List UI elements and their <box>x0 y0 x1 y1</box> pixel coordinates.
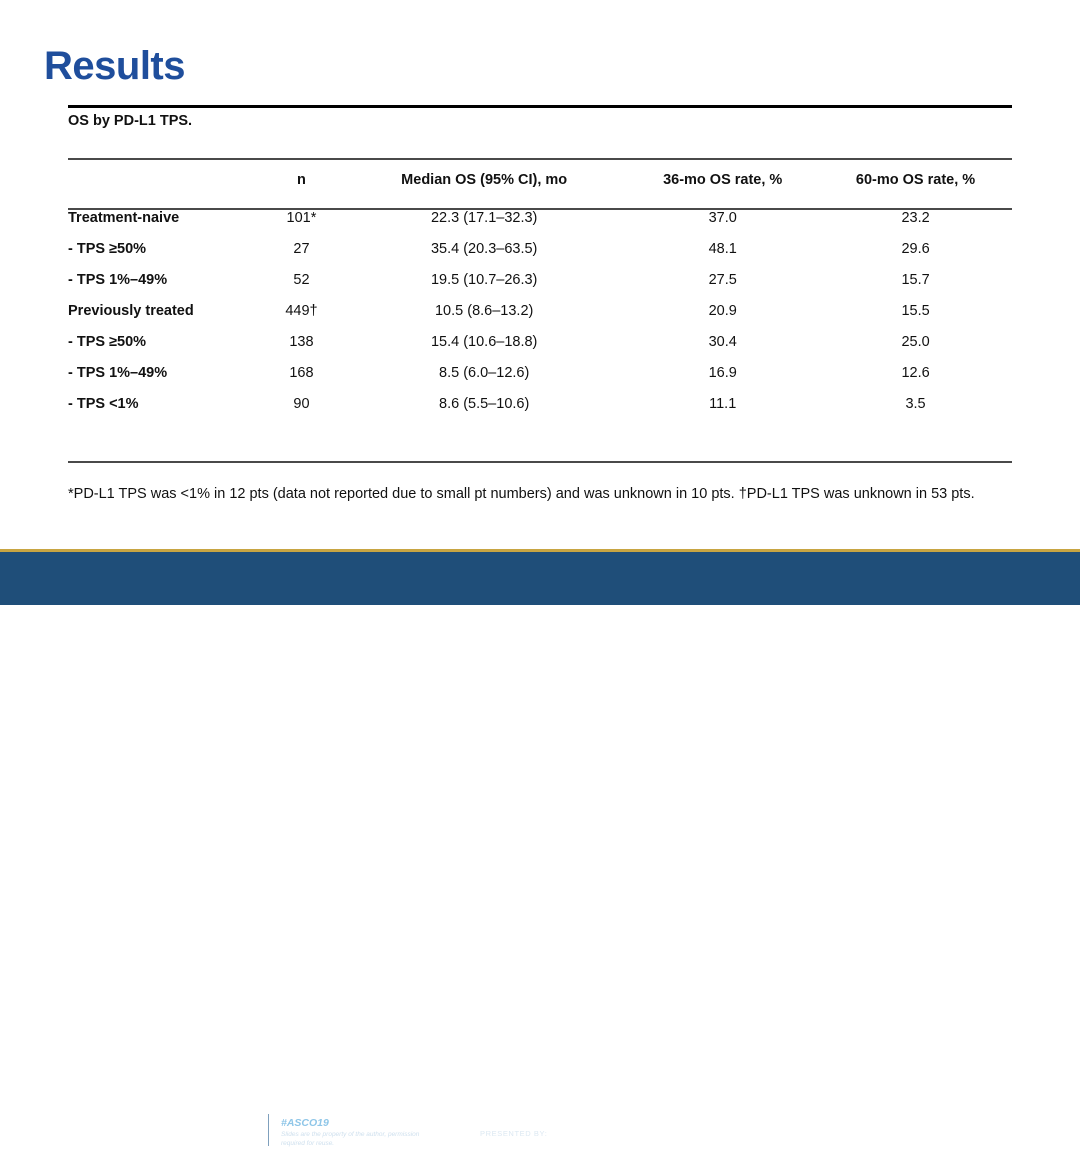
table-footnote: *PD-L1 TPS was <1% in 12 pts (data not reported due to small pt numbers) and was unknown in 10 pts. †PD-L1 TPS was unknown in 53 pts. <box>68 486 975 502</box>
table-row <box>68 357 1012 388</box>
divider-top <box>68 105 1012 108</box>
cell-median-os: 10.5 (8.6–13.2) <box>434 302 534 319</box>
cell-60mo-rate: 3.5 <box>905 395 926 412</box>
cell-median-os: 15.4 (10.6–18.8) <box>430 333 538 350</box>
cell-60mo-rate: 15.7 <box>901 271 930 288</box>
cell-36mo-rate: 11.1 <box>709 395 737 412</box>
cell-n: 138 <box>289 333 314 350</box>
presenter-name: Wei Guo <box>550 1128 585 1138</box>
cell-n: 27 <box>293 240 310 257</box>
table-row <box>68 295 1012 326</box>
presented-by-label: PRESENTED BY: <box>480 1129 548 1138</box>
cell-n: 52 <box>293 271 310 288</box>
cell-60mo-rate: 12.6 <box>901 364 930 381</box>
cell-60mo-rate: 23.2 <box>901 209 930 226</box>
row-label: - TPS <1% <box>68 395 139 412</box>
column-header-label <box>68 160 261 202</box>
cell-60mo-rate: 25.0 <box>901 333 930 350</box>
cell-median-os: 19.5 (10.7–26.3) <box>430 271 538 288</box>
cell-median-os: 8.6 (5.5–10.6) <box>439 395 530 412</box>
cell-36mo-rate: 48.1 <box>708 240 737 257</box>
table-row <box>68 388 1012 419</box>
row-label: - TPS ≥50% <box>68 333 147 350</box>
footer-divider <box>268 1114 269 1146</box>
slide-footer <box>0 552 1080 1147</box>
cell-n: 101* <box>286 209 317 226</box>
table-row <box>68 233 1012 264</box>
cell-36mo-rate: 37.0 <box>708 209 737 226</box>
os-by-pdl1-tps-table <box>68 160 1012 419</box>
asco-logo-main <box>150 1114 265 1134</box>
page-number: 31 <box>1034 1125 1046 1137</box>
cell-60mo-rate: 29.6 <box>901 240 930 257</box>
table-row <box>68 326 1012 357</box>
hashtag-label: #ASCO19 <box>281 1117 329 1129</box>
cell-n: 449† <box>285 302 318 319</box>
cell-n: 168 <box>289 364 314 381</box>
table-row <box>68 202 1012 233</box>
column-header-median-os: Median OS (95% CI), mo <box>401 172 568 188</box>
cell-36mo-rate: 16.9 <box>708 364 737 381</box>
row-label: Treatment-naive <box>68 209 180 226</box>
row-label: Previously treated <box>68 302 194 319</box>
page-title: Results <box>44 44 185 88</box>
asco-logo <box>150 1114 265 1145</box>
cell-36mo-rate: 20.9 <box>708 302 737 319</box>
cell-36mo-rate: 30.4 <box>708 333 737 350</box>
asco-logo-sub: ANNUAL MEETING <box>150 1132 266 1145</box>
cell-n: 90 <box>293 395 310 412</box>
cell-60mo-rate: 15.5 <box>901 302 930 319</box>
table-row <box>68 264 1012 295</box>
cell-median-os: 35.4 (20.3–63.5) <box>430 240 538 257</box>
row-label: - TPS 1%–49% <box>68 364 168 381</box>
column-header-n: n <box>297 172 306 188</box>
cell-median-os: 8.5 (6.0–12.6) <box>439 364 530 381</box>
table-header-row <box>68 160 1012 202</box>
divider-bottom <box>68 461 1012 463</box>
cell-median-os: 22.3 (17.1–32.3) <box>430 209 538 226</box>
column-header-60mo-os-rate: 60-mo OS rate, % <box>855 172 976 188</box>
presented-by <box>480 1128 584 1138</box>
asco-logo-name: ASCO <box>196 1113 254 1134</box>
asco-logo-year: 2019 <box>161 1116 197 1133</box>
table-caption: OS by PD-L1 TPS. <box>68 113 193 129</box>
column-header-36mo-os-rate: 36-mo OS rate, % <box>663 172 783 188</box>
permission-notice: Slides are the property of the author, permission required for reuse. <box>281 1131 420 1147</box>
row-label: - TPS ≥50% <box>68 240 147 257</box>
row-label: - TPS 1%–49% <box>68 271 168 288</box>
cell-36mo-rate: 27.5 <box>708 271 737 288</box>
